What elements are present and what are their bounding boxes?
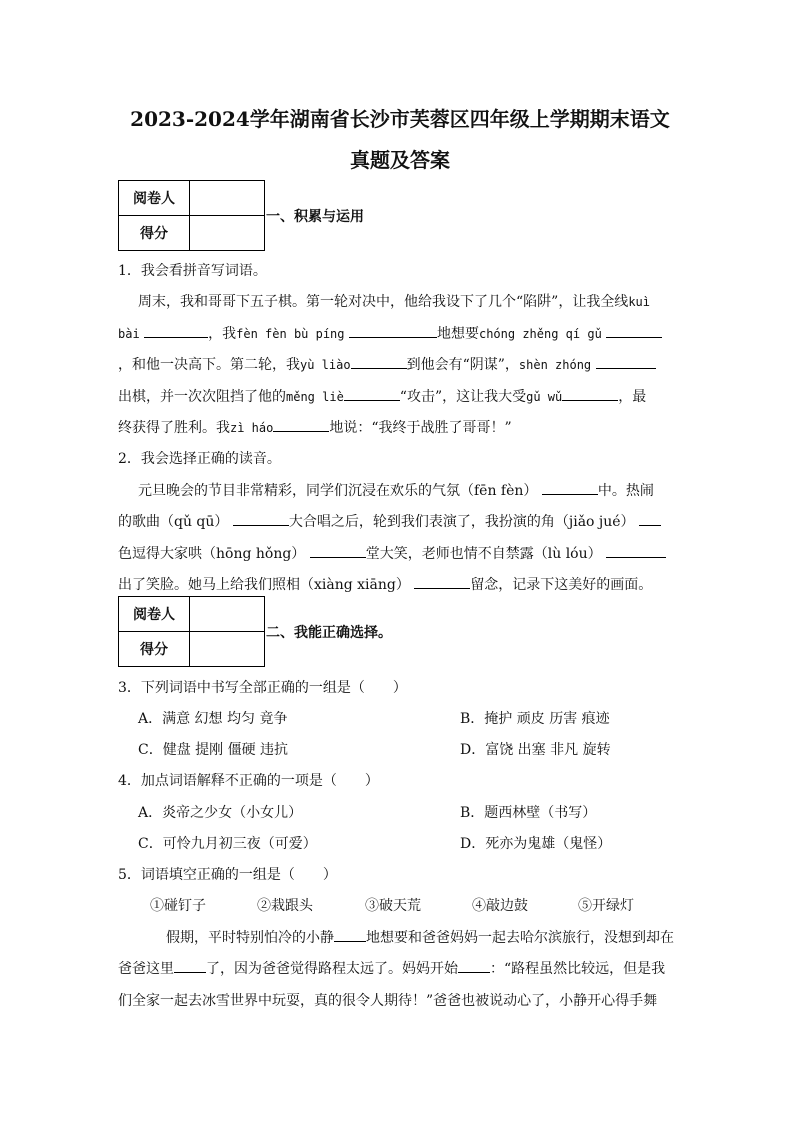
answer-blank[interactable] (273, 417, 329, 432)
q1-pinyin: měng liè (286, 390, 344, 404)
score-table-2 (118, 596, 265, 667)
answer-blank[interactable] (639, 511, 661, 526)
q1-pinyin: bài (118, 327, 140, 341)
answer-blank[interactable] (144, 323, 208, 338)
answer-blank[interactable] (310, 543, 366, 558)
answer-blank[interactable] (174, 958, 206, 973)
score-blank (190, 216, 265, 251)
q3-option-c[interactable]: C．健盘 提刚 僵硬 违抗 (138, 742, 289, 758)
q1-pinyin: gǔ wǔ (526, 390, 563, 404)
q5-word-3: ③破天荒 (365, 898, 421, 914)
q1-text: 地想要 (436, 326, 479, 342)
score-table-1 (118, 180, 265, 251)
question-1-line-4 (118, 386, 646, 406)
q2-text: 堂大笑，老师也情不自禁露（lù lóu） (365, 546, 602, 562)
q5-text: 地想要和爸爸妈妈一起去哈尔滨旅行，没想到却在 (366, 930, 674, 946)
question-2-line-1 (138, 480, 654, 500)
q1-text: “攻击”，这让我大受 (399, 389, 527, 405)
answer-blank[interactable] (606, 323, 662, 338)
q5-text: 假期，平时特别怕冷的小静 (166, 930, 334, 946)
q1-text: 到他会有“阴谋”， (406, 357, 519, 373)
question-1-line-3 (118, 354, 656, 374)
document-title-line1: 2023-2024学年湖南省长沙市芙蓉区四年级上学期期末语文 (130, 107, 670, 131)
section-2-heading: 二、我能正确选择。 (266, 625, 392, 641)
q2-text: 色逗得大家哄（hōng hǒng） (118, 546, 306, 562)
q1-text: ，最 (618, 389, 647, 405)
question-3-stem: 3．下列词语中书写全部正确的一组是（ ） (118, 680, 407, 696)
answer-blank[interactable] (351, 354, 407, 369)
q5-word-4: ④敲边鼓 (472, 898, 528, 914)
question-1-line-5 (118, 417, 512, 437)
question-1-line-2 (118, 323, 662, 343)
q1-pinyin: yù liào (300, 358, 351, 372)
q5-text: 了，因为爸爸觉得路程太远了。妈妈开始 (206, 961, 458, 977)
q1-text: ，我 (208, 326, 237, 342)
q5-passage-line-1 (166, 927, 674, 947)
q5-word-1: ①碰钉子 (150, 898, 206, 914)
q5-passage-line-2 (118, 958, 665, 978)
q1-text: 出棋，并一次次阻挡了他的 (118, 389, 286, 405)
reviewer-blank (190, 597, 265, 632)
q3-option-b[interactable]: B．掩护 顽皮 历害 痕迹 (460, 711, 610, 727)
score-label: 得分 (119, 216, 190, 251)
q1-pinyin: kuì (628, 295, 650, 309)
q1-pinyin: zì háo (230, 421, 274, 435)
question-2-line-3 (118, 543, 666, 563)
section-1-heading: 一、积累与运用 (266, 209, 364, 225)
answer-blank[interactable] (334, 927, 366, 942)
q1-text: ，和他一决高下。第二轮，我 (118, 357, 300, 373)
q3-option-d[interactable]: D．富饶 出塞 非凡 旋转 (460, 742, 611, 758)
q1-text: 地说：“我终于战胜了哥哥！” (329, 420, 512, 436)
q1-pinyin: fèn fèn bù píng (236, 327, 345, 341)
q2-text: 出了笑脸。她马上给我们照相（xiàng xiāng） (118, 577, 410, 593)
answer-blank[interactable] (233, 511, 289, 526)
question-1-stem: 1．我会看拼音写词语。 (118, 263, 267, 279)
answer-blank[interactable] (542, 480, 598, 495)
answer-blank[interactable] (562, 386, 618, 401)
score-label: 得分 (119, 632, 190, 667)
answer-blank[interactable] (606, 543, 666, 558)
question-4-stem: 4．加点词语解释不正确的一项是（ ） (118, 773, 379, 789)
question-2-line-4 (118, 574, 652, 594)
answer-blank[interactable] (458, 958, 490, 973)
q1-text: 周末，我和哥哥下五子棋。第一轮对决中，他给我设下了几个“陷阱”，让我全线 (138, 294, 629, 310)
q2-text: 留念，记录下这美好的画面。 (470, 577, 653, 593)
q1-pinyin: shèn zhóng (518, 358, 592, 372)
score-blank (190, 632, 265, 667)
q3-option-a[interactable]: A．满意 幻想 均匀 竟争 (138, 711, 288, 727)
answer-blank[interactable] (349, 323, 437, 338)
q5-word-2: ②栽跟头 (257, 898, 313, 914)
answer-blank[interactable] (414, 574, 470, 589)
reviewer-label: 阅卷人 (119, 181, 190, 216)
q5-text: ：“路程虽然比较远，但是我 (490, 961, 666, 977)
question-5-stem: 5．词语填空正确的一组是（ ） (118, 867, 337, 883)
answer-blank[interactable] (596, 354, 656, 369)
q5-word-5: ⑤开绿灯 (578, 898, 634, 914)
reviewer-blank (190, 181, 265, 216)
q4-option-d[interactable]: D．死亦为鬼雄（鬼怪） (460, 836, 612, 852)
q4-option-c[interactable]: C．可怜九月初三夜（可爱） (138, 836, 317, 852)
q4-option-a[interactable]: A．炎帝之少女（小女儿） (138, 805, 303, 821)
q1-pinyin: chóng zhěng qí gǔ (478, 327, 602, 341)
document-title-line2: 真题及答案 (350, 148, 450, 172)
q1-text: 终获得了胜利。我 (118, 420, 230, 436)
q4-option-b[interactable]: B．题西林壁（书写） (460, 805, 597, 821)
question-2-line-2 (118, 511, 661, 531)
q5-passage-line-3: 们全家一起去冰雪世界中玩耍，真的很令人期待！”爸爸也被说动心了，小静开心得手舞 (118, 993, 658, 1009)
reviewer-label: 阅卷人 (119, 597, 190, 632)
q5-text: 爸爸这里 (118, 961, 174, 977)
question-2-stem: 2．我会选择正确的读音。 (118, 451, 281, 467)
question-1-line-1 (138, 291, 650, 311)
q2-text: 大合唱之后，轮到我们表演了，我扮演的角（jiǎo jué） (288, 514, 635, 530)
q2-text: 中。热闹 (597, 483, 654, 499)
q2-text: 元旦晚会的节目非常精彩，同学们沉浸在欢乐的气氛（fēn fèn） (138, 483, 538, 499)
answer-blank[interactable] (344, 386, 400, 401)
q2-text: 的歌曲（qǔ qū） (118, 514, 229, 530)
